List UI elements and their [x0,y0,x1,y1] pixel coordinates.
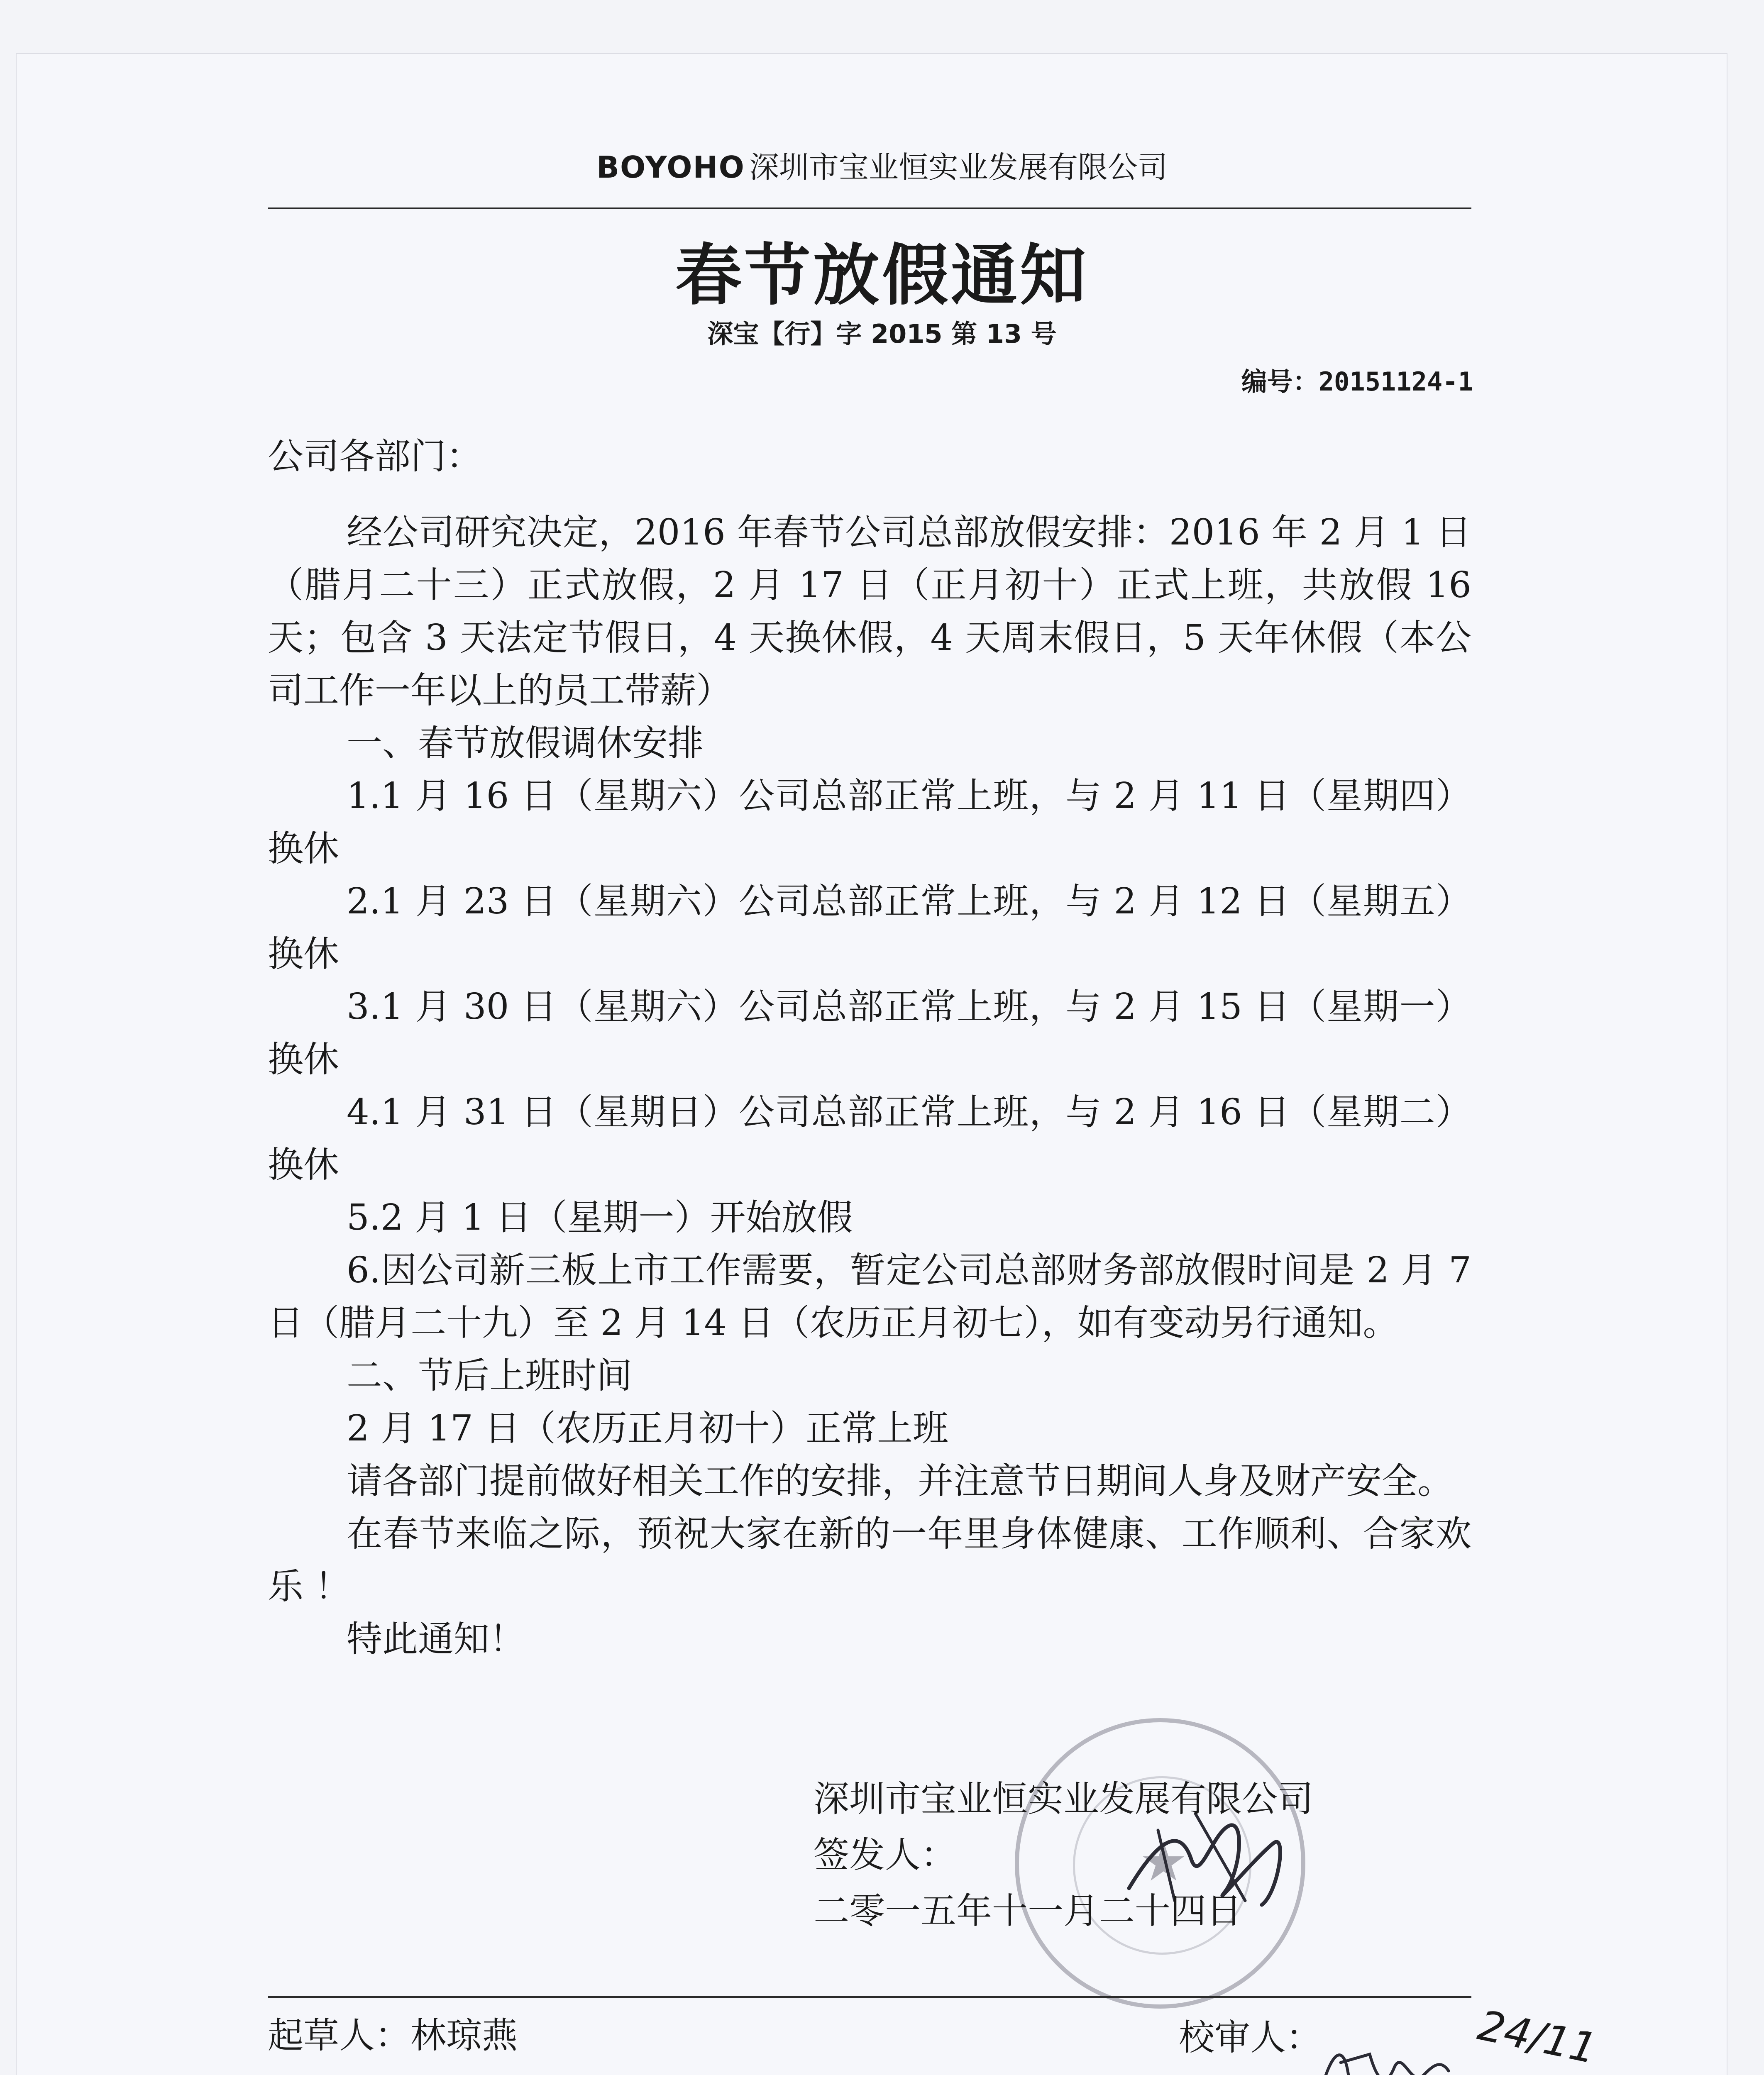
document-title: 春节放假通知 [675,237,1089,314]
company-seal: ★ [1015,1718,1305,2009]
notice-body [268,506,1471,1666]
reviewer-signature [1316,2025,1453,2075]
list-item: 2.1 月 23 日（星期六）公司总部正常上班，与 2 月 12 日（星期五）换休 [268,881,1471,975]
section-heading: 二、节后上班时间 [347,1355,632,1396]
list-item: 5.2 月 1 日（星期一）开始放假 [347,1197,853,1238]
footer-rule-top [268,1996,1471,1998]
list-item: 3.1 月 30 日（星期六）公司总部正常上班，与 2 月 15 日（星期一）换休 [268,986,1471,1080]
issue-date: 二零一五年十一月二十四日 [814,1890,1242,1932]
brand-name: BOYOHO [596,150,745,185]
list-item: 4.1 月 31 日（星期日）公司总部正常上班，与 2 月 16 日（星期二）换休 [268,1091,1471,1186]
body-paragraph: 经公司研究决定，2016 年春节公司总部放假安排：2016 年 2 月 1 日（腊月二十三）正式放假，2 月 17 日（正月初十）正式上班，共放假 16 天；包含 3 天法定节假日，4 天换休假，4 天周末假日，5 天年休假（本公司工作一年以上的员工带薪） [268,512,1471,711]
closing-line: 特此通知！ [347,1618,525,1660]
salutation: 公司各部门： [268,436,482,477]
body-paragraph: 请各部门提前做好相关工作的安排，并注意节日期间人身及财产安全。 [347,1460,1453,1502]
list-item: 6.因公司新三板上市工作需要，暂定公司总部财务部放假时间是 2 月 7 日（腊月二十九）至 2 月 14 日（农历正月初七），如有变动另行通知。 [268,1250,1471,1344]
header-rule [268,208,1471,209]
letterhead [0,143,1764,186]
reviewer-date-note: 24/11 [1473,2001,1601,2073]
reviewer-label: 校审人： [1179,2017,1322,2058]
drafter-field: 起草人：林琼燕 [268,2015,518,2056]
document-reference: 深宝【行】字 2015 第 13 号 [707,319,1057,349]
letterhead-company: 深圳市宝业恒实业发展有限公司 [749,150,1168,185]
body-paragraph: 2 月 17 日（农历正月初十）正常上班 [347,1408,949,1449]
issuing-company: 深圳市宝业恒实业发展有限公司 [814,1778,1313,1820]
document-serial: 编号：20151124-1 [1241,366,1473,397]
issuer-label: 签发人： [814,1834,956,1876]
body-paragraph: 在春节来临之际，预祝大家在新的一年里身体健康、工作顺利、合家欢乐 ！ [268,1513,1471,1607]
list-item: 1.1 月 16 日（星期六）公司总部正常上班，与 2 月 11 日（星期四）换休 [268,775,1471,869]
section-heading: 一、春节放假调休安排 [347,723,704,764]
